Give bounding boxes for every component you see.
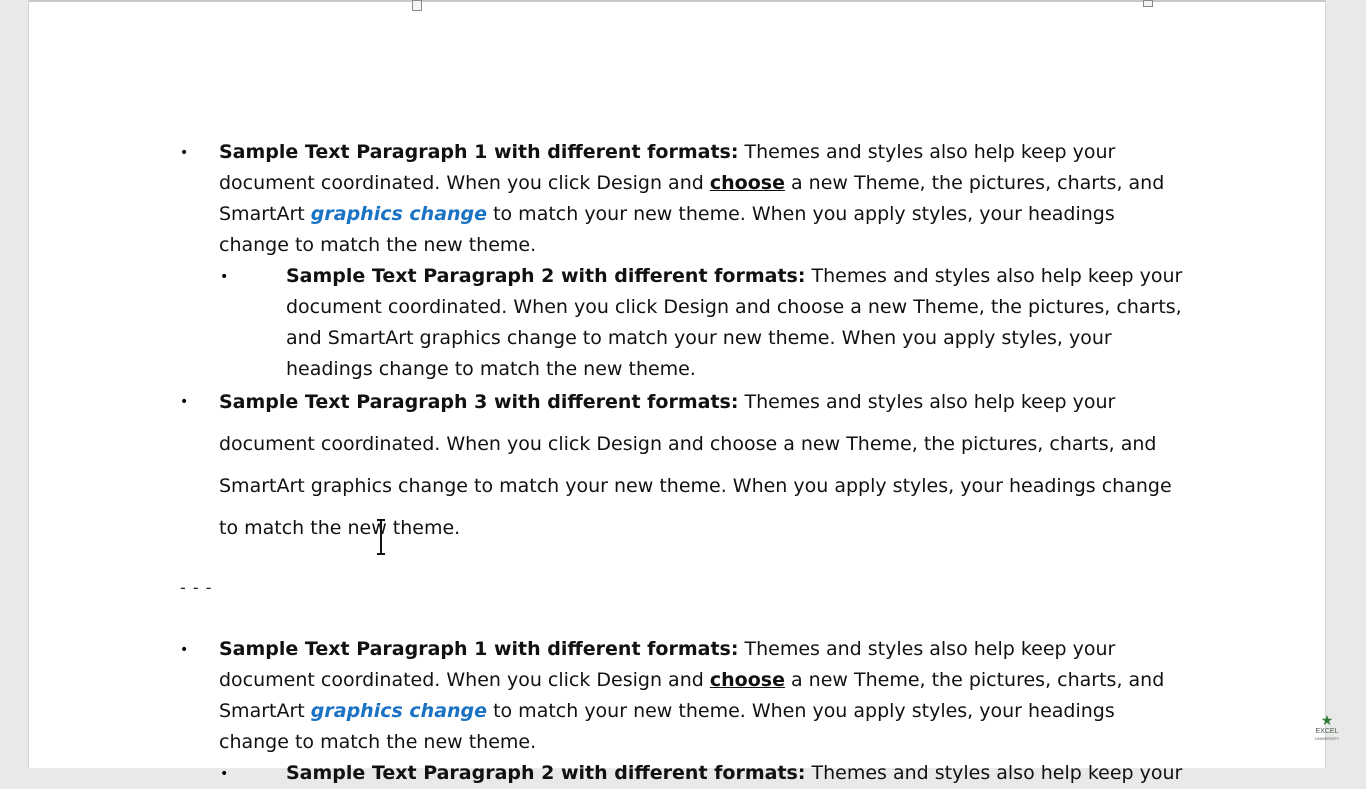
text-cursor-icon [375, 518, 387, 556]
star-icon: ★ [1320, 713, 1334, 729]
paragraph-text: a new Theme, the pictures, charts, and SmartArt [219, 669, 1165, 722]
paragraph-text: Themes and styles also help keep your document coordinated. When you click Design and [219, 638, 1116, 691]
paragraph-2[interactable] [286, 261, 1186, 385]
paragraph-3[interactable] [219, 381, 1174, 549]
underlined-word: choose [709, 172, 785, 194]
paragraph-text: Themes and styles also help keep your document coordinated. When you click Design and [219, 141, 1116, 194]
paragraph-text: a new Theme, the pictures, charts, and SmartArt [219, 172, 1165, 225]
paragraph-heading: Sample Text Paragraph 3 with different formats: [219, 391, 739, 413]
blue-italic-text: graphics change [310, 700, 488, 722]
paragraph-text: to match your new theme. When you apply styles, your headings change to match the new theme. [219, 700, 1115, 753]
document-page[interactable] [28, 0, 1326, 784]
paragraph-heading: Sample Text Paragraph 2 with different formats: [286, 762, 806, 784]
paragraph-heading: Sample Text Paragraph 2 with different formats: [286, 265, 806, 287]
right-indent-marker[interactable] [1143, 0, 1153, 7]
bullet-icon: • [180, 642, 189, 658]
bullet-icon: • [220, 766, 229, 782]
paragraph-text: Themes and styles also help keep your document coordinated. When you click Design and choose a new Theme, the pictures, charts, and SmartArt graphics change to match your new theme. When you apply styles, your headings change to match the new theme. [286, 265, 1183, 380]
paragraph-heading: Sample Text Paragraph 1 with different formats: [219, 638, 739, 660]
paragraph-1[interactable] [219, 137, 1174, 261]
bullet-icon: • [180, 145, 189, 161]
paragraph-text: Themes and styles also help keep your [805, 762, 1183, 784]
ruler-edge [29, 0, 1325, 2]
separator: - - - [180, 578, 213, 597]
paragraph-2-copy[interactable] [286, 758, 1186, 789]
logo-subtext: UNIVERSITY [1314, 736, 1339, 741]
bullet-icon: • [220, 269, 229, 285]
underlined-word: choose [709, 669, 785, 691]
logo-text: EXCEL [1315, 728, 1339, 735]
excel-university-logo [1310, 714, 1344, 744]
paragraph-text: to match your new theme. When you apply styles, your headings change to match the new theme. [219, 203, 1115, 256]
left-indent-marker[interactable] [412, 0, 422, 11]
paragraph-1-copy[interactable] [219, 634, 1174, 758]
bullet-icon: • [180, 394, 189, 410]
paragraph-heading: Sample Text Paragraph 1 with different formats: [219, 141, 739, 163]
blue-italic-text: graphics change [310, 203, 488, 225]
paragraph-text: Themes and styles also help keep your document coordinated. When you click Design and choose a new Theme, the pictures, charts, and SmartArt graphics change to match your new theme. When you apply styles, your headings change to match the new theme. [219, 391, 1172, 539]
